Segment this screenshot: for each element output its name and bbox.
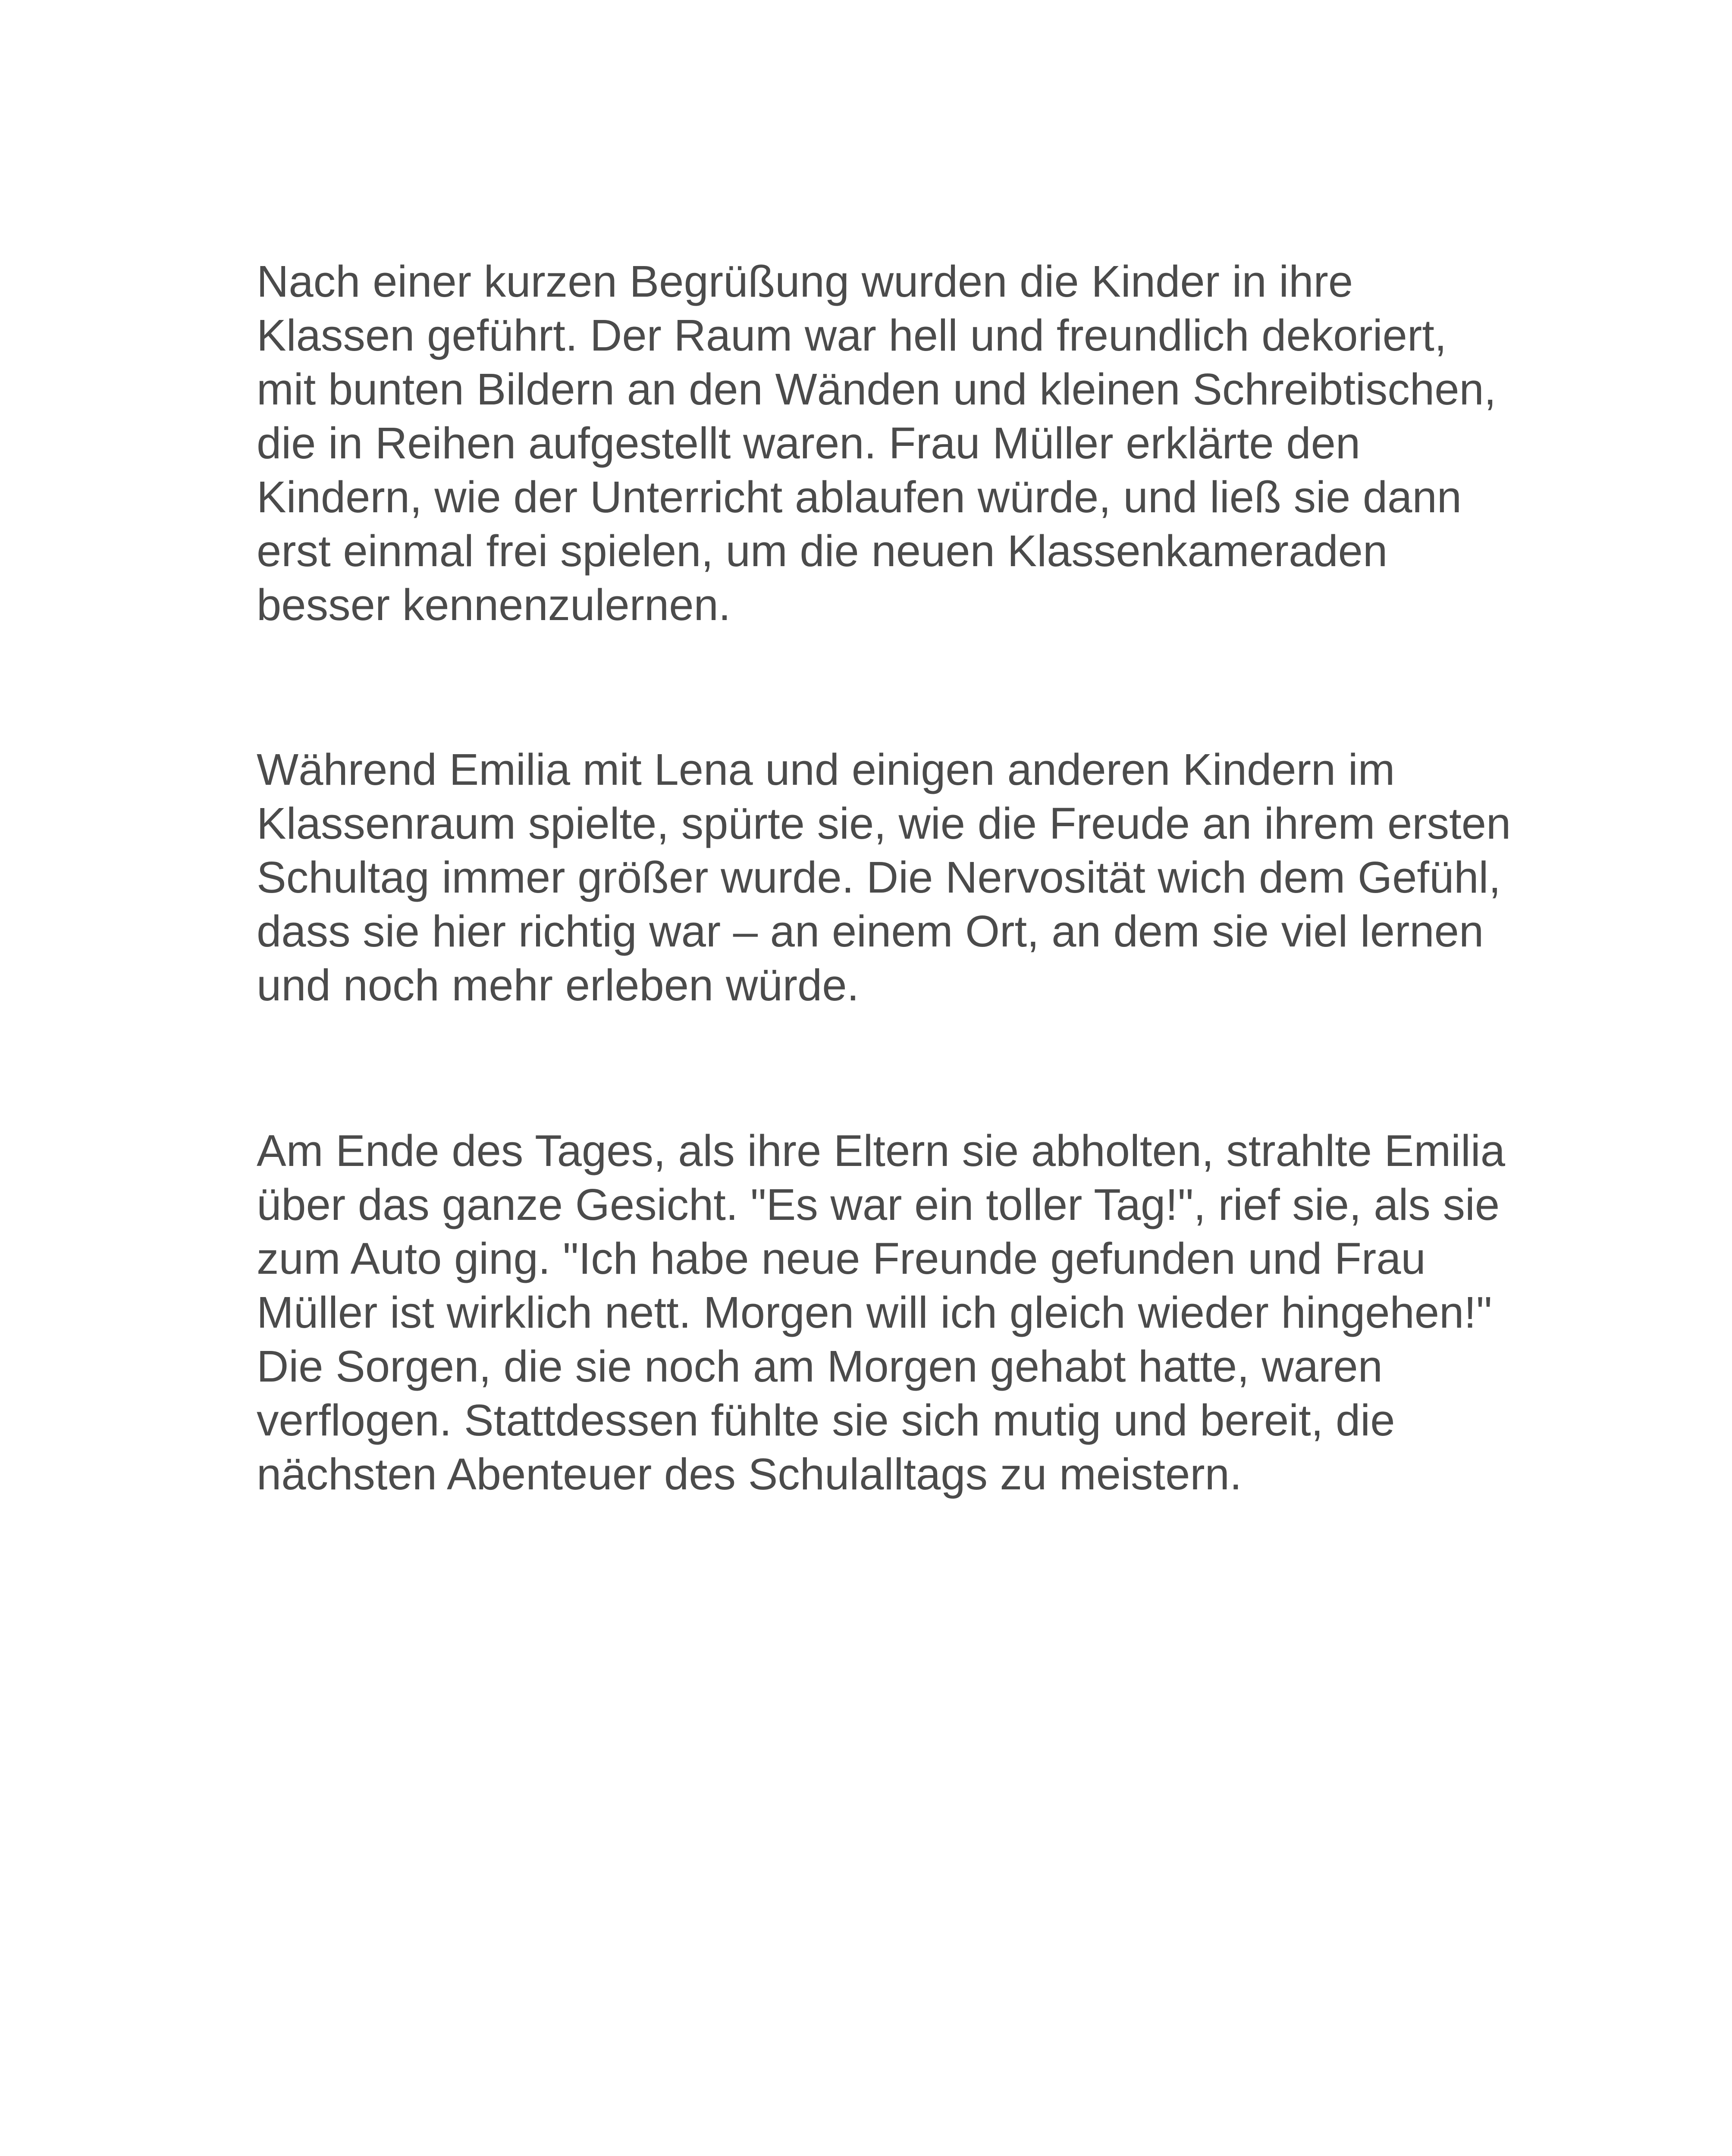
paragraph-line: zum Auto ging. "Ich habe neue Freunde gefunden und Frau	[257, 1234, 1426, 1283]
paragraph-line: Während Emilia mit Lena und einigen anderen Kindern im	[257, 745, 1395, 794]
paragraph-line: besser kennenzulernen.	[257, 580, 731, 630]
paragraph-line: Schultag immer größer wurde. Die Nervosität wich dem Gefühl,	[257, 852, 1501, 902]
paragraph-line: erst einmal frei spielen, um die neuen Klassenkameraden	[257, 526, 1388, 576]
paragraph-line: Nach einer kurzen Begrüßung wurden die Kinder in ihre	[257, 257, 1353, 306]
paragraph-line: Die Sorgen, die sie noch am Morgen gehabt hatte, waren	[257, 1341, 1383, 1391]
paragraph-1	[257, 254, 1496, 632]
paragraph-2	[257, 743, 1511, 1012]
paragraph-line: Am Ende des Tages, als ihre Eltern sie abholten, strahlte Emilia	[257, 1126, 1506, 1175]
paragraph-line: mit bunten Bildern an den Wänden und kleinen Schreibtischen,	[257, 364, 1497, 414]
paragraph-line: Klassen geführt. Der Raum war hell und freundlich dekoriert,	[257, 310, 1447, 360]
paragraph-line: über das ganze Gesicht. "Es war ein toller Tag!", rief sie, als sie	[257, 1180, 1500, 1229]
paragraph-line: und noch mehr erleben würde.	[257, 960, 860, 1010]
paragraph-line: die in Reihen aufgestellt waren. Frau Müller erklärte den	[257, 418, 1361, 468]
paragraph-line: verflogen. Stattdessen fühlte sie sich mutig und bereit, die	[257, 1395, 1395, 1445]
paragraph-3	[257, 1124, 1505, 1501]
paragraph-line: nächsten Abenteuer des Schulalltags zu meistern.	[257, 1449, 1242, 1499]
paragraph-line: Müller ist wirklich nett. Morgen will ich gleich wieder hingehen!"	[257, 1288, 1492, 1337]
paragraph-line: dass sie hier richtig war – an einem Ort, an dem sie viel lernen	[257, 906, 1484, 956]
paragraph-line: Klassenraum spielte, spürte sie, wie die Freude an ihrem ersten	[257, 799, 1511, 848]
paragraph-line: Kindern, wie der Unterricht ablaufen würde, und ließ sie dann	[257, 472, 1462, 522]
